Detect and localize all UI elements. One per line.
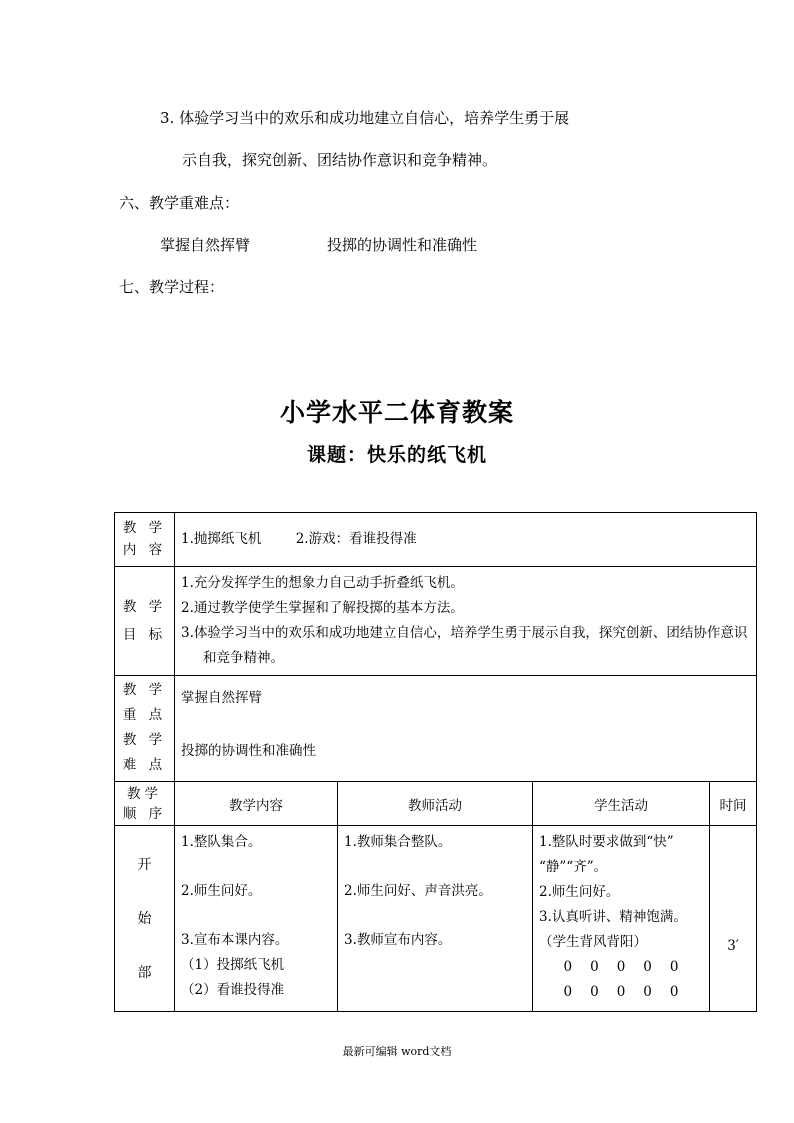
content-item: （2）看谁投得准 — [181, 982, 285, 998]
footer-text: 最新可编辑 word文档 — [342, 1045, 452, 1058]
key-point-text: 掌握自然挥臂 — [160, 236, 251, 254]
lesson-subtitle: 课题：快乐的纸飞机 — [306, 444, 487, 466]
teacher-item: 1.教师集合整队。 — [344, 834, 452, 850]
teaching-content-value: 1.抛掷纸飞机 2.游戏：看谁投得准 — [175, 513, 757, 567]
content-item: 3.宣布本课内容。 — [181, 932, 289, 948]
section-6-heading: 六、教学重难点： — [119, 194, 240, 212]
lesson-plan-table — [114, 512, 757, 1012]
teaching-content-label: 教 学 内 容 — [115, 513, 175, 567]
start-phase-teacher — [338, 826, 533, 1012]
start-phase-time: 3′ — [710, 826, 757, 1012]
teacher-item: 3.教师宣布内容。 — [344, 932, 452, 948]
row-key-difficult-points — [115, 676, 757, 782]
goal-item: 2.通过教学使学生掌握和了解投掷的基本方法。 — [181, 600, 464, 616]
page-title: 小学水平二体育教案 — [279, 398, 514, 427]
student-item: “静”“齐”。 — [539, 859, 608, 875]
objective-item-3-line1: 3. 体验学习当中的欢乐和成功地建立自信心，培养学生勇于展 — [160, 109, 570, 127]
teaching-order-label: 教学 顺 序 — [115, 782, 175, 826]
student-item: 2.师生问好。 — [539, 884, 620, 900]
key-difficult-label: 教 学 重 点 教 学 难 点 — [115, 676, 175, 782]
difficult-point-text: 投掷的协调性和准确性 — [327, 236, 478, 254]
content-item: 1.整队集合。 — [181, 834, 262, 850]
start-phase-label: 开 始 部 — [115, 826, 175, 1012]
start-phase-student — [533, 826, 710, 1012]
start-phase-content — [175, 826, 338, 1012]
difficult-point-value: 投掷的协调性和准确性 — [181, 743, 316, 759]
goal-item: 3.体验学习当中的欢乐和成功地建立自信心，培养学生勇于展示自我，探究创新、团结协作意识和竞争精神。 — [181, 625, 748, 666]
header-teaching-content: 教学内容 — [175, 782, 338, 826]
formation-row: 0 0 0 0 0 — [563, 959, 679, 975]
row-start-phase — [115, 826, 757, 1012]
objective-item-3-line2: 示自我，探究创新、团结协作意识和竞争精神。 — [182, 151, 498, 169]
teaching-goals-label: 教 学 目 标 — [115, 567, 175, 676]
key-difficult-values — [175, 676, 757, 782]
student-item: （学生背风背阳） — [539, 934, 647, 950]
header-student-activity: 学生活动 — [533, 782, 710, 826]
header-time: 时间 — [710, 782, 757, 826]
content-item: （1）投掷纸飞机 — [181, 957, 285, 973]
row-column-headers — [115, 782, 757, 826]
teaching-goals-list — [175, 567, 757, 676]
row-teaching-goals — [115, 567, 757, 676]
content-item: 2.师生问好。 — [181, 883, 262, 899]
row-teaching-content — [115, 513, 757, 567]
formation-row: 0 0 0 0 0 — [563, 984, 679, 1000]
student-item: 1.整队时要求做到“快” — [539, 834, 674, 850]
student-item: 3.认真听讲、精神饱满。 — [539, 909, 687, 925]
teacher-item: 2.师生问好、声音洪亮。 — [344, 883, 492, 899]
header-teacher-activity: 教师活动 — [338, 782, 533, 826]
key-point-value: 掌握自然挥臂 — [181, 690, 262, 706]
section-7-heading: 七、教学过程： — [119, 278, 225, 296]
goal-item: 1.充分发挥学生的想象力自己动手折叠纸飞机。 — [181, 575, 464, 591]
